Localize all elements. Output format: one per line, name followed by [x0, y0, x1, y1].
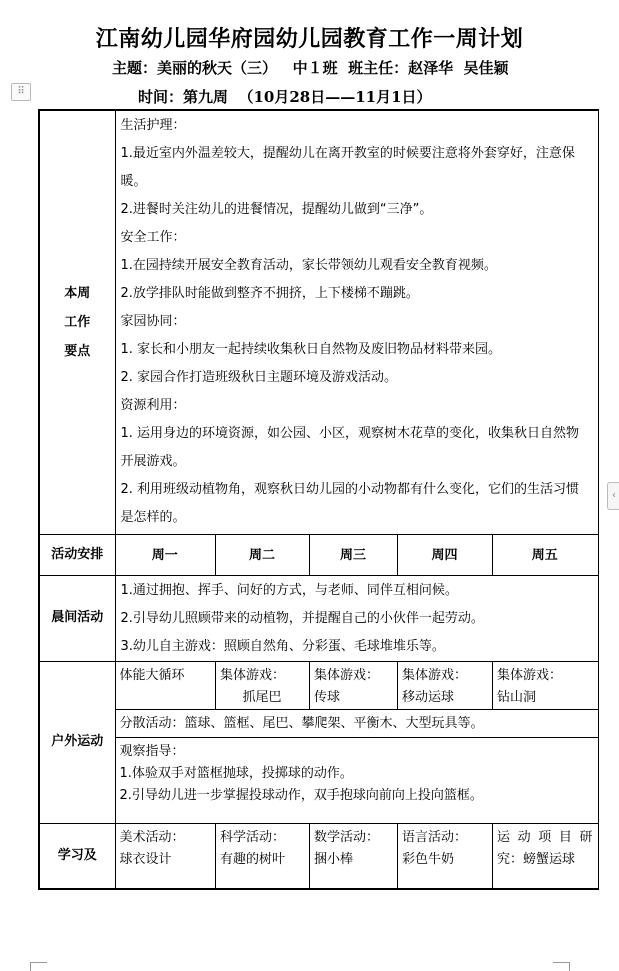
focus-item: 1.最近室内外温差较大，提醒幼儿在离开教室的时候要注意将外套穿好，注意保暖。	[120, 146, 575, 189]
focus-label-line: 要点	[64, 343, 91, 359]
morning-item: 2.引导幼儿照顾带来的动植物，并提醒自己的小伙伴一起劳动。	[120, 610, 484, 626]
week-time-line: 时间：第九周 （10月28日——11月1日）	[138, 88, 432, 106]
weekly-plan-table	[38, 109, 599, 890]
morning-row	[39, 575, 598, 661]
focus-item: 1. 运用身边的环境资源，如公园、小区，观察树木花草的变化，收集秋日自然物开展游戏。	[120, 426, 580, 469]
outdoor-scattered-cell[interactable]: 分散活动：篮球、篮框、尾巴、攀爬架、平衡木、大型玩具等。	[116, 709, 598, 737]
study-thu-line2: 彩色牛奶	[402, 851, 455, 867]
focus-item: 2. 利用班级动植物角，观察秋日幼儿园的小动物都有什么变化，它们的生活习惯是怎样的。	[120, 482, 580, 525]
table-move-handle-icon[interactable]: ⠿	[11, 83, 31, 101]
study-tue-cell[interactable]	[216, 824, 310, 888]
outdoor-fri-cell[interactable]	[493, 662, 598, 710]
focus-item: 2.放学排队时能做到整齐不拥挤，上下楼梯不蹦跳。	[120, 286, 419, 301]
guidance-item: 1.体验双手对篮框抛球，投掷球的动作。	[119, 765, 353, 781]
outdoor-mon-line1: 体能大循环	[119, 667, 185, 683]
morning-label: 晨间活动	[39, 575, 115, 661]
study-wed-line1: 数学活动：	[314, 829, 380, 845]
guidance-item: 2.引导幼儿进一步掌握投球动作，双手抱球向前向上投向篮框。	[119, 787, 483, 803]
focus-label-line: 工作	[64, 314, 91, 330]
focus-label	[39, 110, 115, 534]
schedule-label: 活动安排	[39, 534, 115, 575]
outdoor-thu-line2: 移动运球	[402, 689, 455, 705]
morning-content[interactable]	[115, 575, 598, 661]
day-header-tue: 周二	[216, 535, 310, 575]
outdoor-label: 户外运动	[39, 661, 115, 823]
side-panel-tab-icon[interactable]: ‹	[607, 482, 619, 510]
page-title: 江南幼儿园华府园幼儿园教育工作一周计划	[95, 26, 524, 52]
focus-item: 2. 家园合作打造班级秋日主题环境及游戏活动。	[120, 370, 398, 385]
day-header-wed: 周三	[310, 535, 398, 575]
outdoor-wed-cell[interactable]	[310, 662, 398, 710]
day-header-mon: 周一	[116, 535, 216, 575]
outdoor-guidance-cell[interactable]	[116, 737, 598, 807]
outdoor-tue-line1: 集体游戏：	[220, 667, 286, 683]
theme-line: 主题：美丽的秋天（三） 中１班 班主任：赵泽华 吴佳颖	[112, 59, 509, 77]
focus-item: 1. 家长和小朋友一起持续收集秋日自然物及废旧物品材料带来园。	[120, 342, 502, 357]
outdoor-fri-line1: 集体游戏：	[497, 667, 563, 683]
study-wed-line2: 捆小棒	[314, 851, 354, 867]
focus-item: 1.在园持续开展安全教育活动，家长带领幼儿观看安全教育视频。	[120, 258, 497, 273]
focus-content[interactable]	[115, 110, 598, 534]
outdoor-thu-line1: 集体游戏：	[402, 667, 468, 683]
focus-heading: 家园协同：	[120, 314, 186, 329]
focus-heading: 生活护理：	[120, 118, 186, 133]
study-wed-cell[interactable]	[310, 824, 398, 888]
morning-item: 1.通过拥抱、挥手、问好的方式，与老师、同伴互相问候。	[120, 582, 458, 598]
study-row	[39, 823, 598, 889]
study-thu-line1: 语言活动：	[402, 829, 468, 845]
study-fri-line1: 运动项目研	[497, 829, 593, 845]
guidance-heading: 观察指导：	[119, 743, 185, 759]
day-header-fri: 周五	[493, 535, 598, 575]
focus-heading: 安全工作：	[120, 230, 186, 245]
outdoor-wed-line2: 传球	[314, 689, 341, 705]
study-tue-line2: 有趣的树叶	[220, 851, 286, 867]
focus-row	[39, 110, 598, 534]
day-header-thu: 周四	[398, 535, 493, 575]
outdoor-mon-cell[interactable]	[116, 662, 216, 710]
focus-heading: 资源利用：	[120, 398, 186, 413]
focus-item: 2.进餐时关注幼儿的进餐情况，提醒幼儿做到“三净”。	[120, 202, 433, 217]
morning-item: 3.幼儿自主游戏：照顾自然角、分彩蛋、毛球堆堆乐等。	[120, 638, 445, 654]
page-corner-mark	[553, 962, 570, 971]
study-mon-line1: 美术活动：	[119, 829, 185, 845]
study-tue-line1: 科学活动：	[220, 829, 286, 845]
outdoor-wed-line1: 集体游戏：	[314, 667, 380, 683]
study-mon-cell[interactable]	[116, 824, 216, 888]
study-fri-cell[interactable]	[493, 824, 598, 888]
focus-label-line: 本周	[64, 285, 91, 301]
study-fri-line2: 究：螃蟹运球	[497, 851, 576, 867]
outdoor-fri-line2: 钻山洞	[497, 689, 537, 705]
outdoor-tue-line2: 抓尾巴	[242, 689, 282, 705]
study-thu-cell[interactable]	[398, 824, 493, 888]
page-corner-mark	[30, 962, 47, 971]
schedule-row	[39, 534, 598, 575]
outdoor-tue-cell[interactable]	[216, 662, 310, 710]
outdoor-row	[39, 661, 598, 823]
outdoor-thu-cell[interactable]	[398, 662, 493, 710]
study-mon-line2: 球衣设计	[119, 851, 172, 867]
study-label: 学习及	[39, 823, 115, 889]
